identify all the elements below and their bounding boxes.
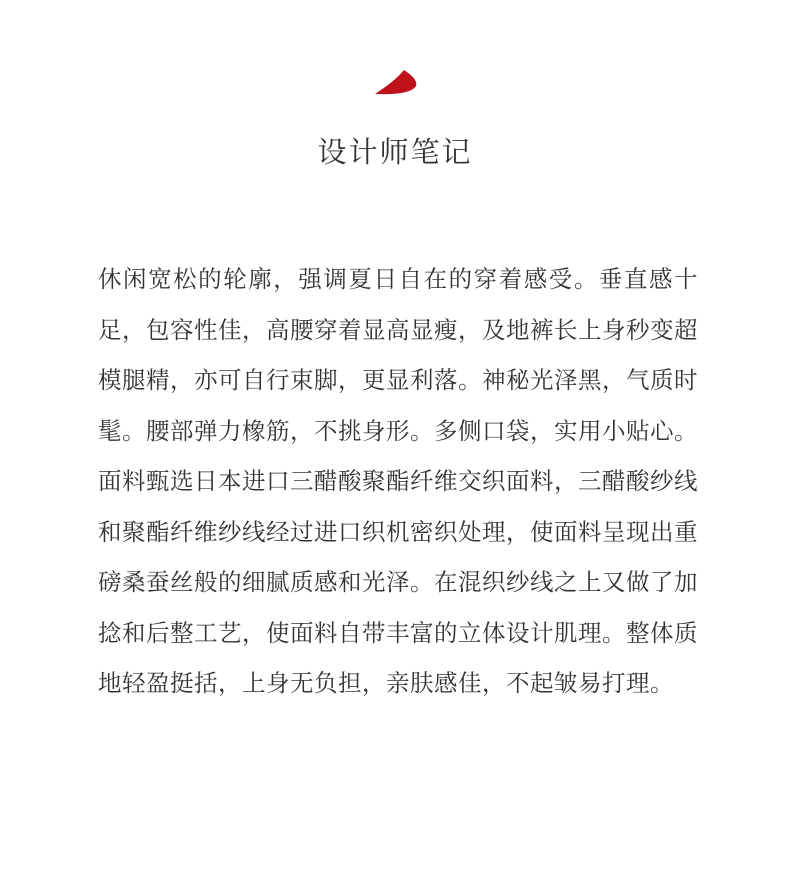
designer-notes bbox=[98, 254, 698, 709]
notes-paragraph-fabric: 面料甄选日本进口三醋酸聚酯纤维交织面料，三醋酸纱线和聚酯纤维纱线经过进口织机密织处理，使面料呈现出重磅桑蚕丝般的细腻质感和光泽。在混织纱线之上又做了加捻和后整工艺，使面料自带丰富的立体设计肌理。整体质地轻盈挺括，上身无负担，亲肤感佳，不起皱易打理。 bbox=[98, 467, 698, 697]
red-leaf-icon bbox=[372, 68, 418, 98]
section-title: 设计师笔记 bbox=[317, 135, 473, 169]
leaf-shape bbox=[375, 70, 416, 94]
notes-paragraph-silhouette: 休闲宽松的轮廓，强调夏日自在的穿着感受。垂直感十足，包容性佳，高腰穿着显高显瘦，及地裤长上身秒变超模腿精，亦可自行束脚，更显利落。神秘光泽黑，气质时髦。腰部弹力橡筋，不挑身形。多侧口袋，实用小贴心。 bbox=[98, 265, 698, 445]
